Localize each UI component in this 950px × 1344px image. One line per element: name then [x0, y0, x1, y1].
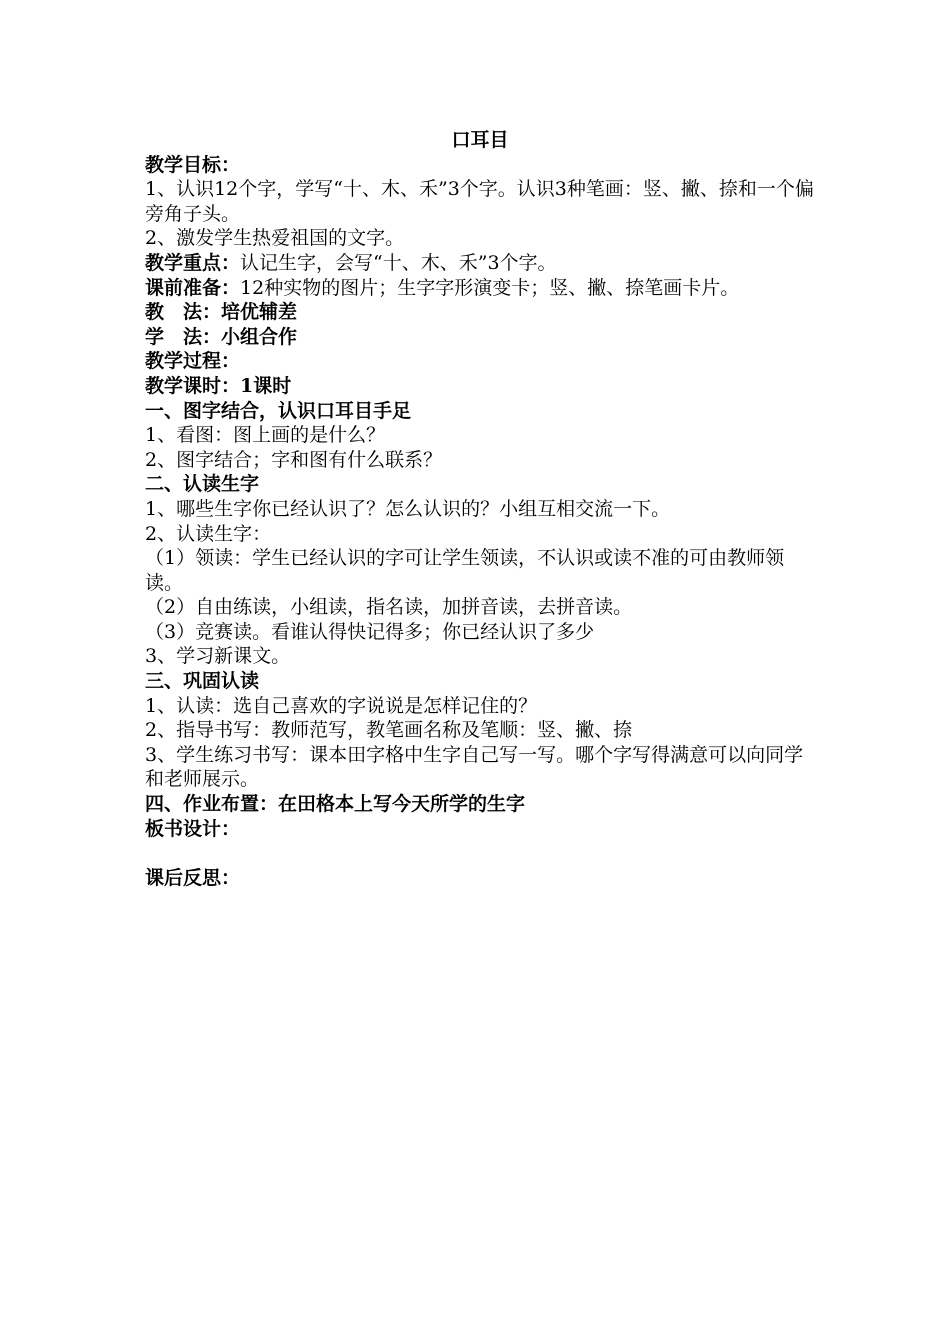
section-2-item-3: 3、学习新课文。 — [145, 645, 291, 668]
section-1-item-1: 1、看图：图上画的是什么？ — [145, 424, 386, 447]
goal-item-2: 2、激发学生热爱祖国的文字。 — [145, 227, 405, 250]
section-3-item-1: 1、认读：选自己喜欢的字说说是怎样记住的？ — [145, 694, 538, 717]
key-points-label: 教学重点： — [145, 251, 241, 274]
section-2-item-2: 2、认读生字： — [145, 522, 272, 545]
key-points-text: 认记生字，会写“十、木、禾”3个字。 — [240, 251, 557, 274]
class-hours: 教学课时：1课时 — [145, 374, 292, 397]
key-points-row — [145, 251, 815, 276]
section-heading-2: 二、认读生字 — [145, 473, 260, 496]
reflection-label: 课后反思： — [145, 866, 241, 889]
section-3-item-3: 3、学生练习书写：课本田字格中生字自己写一写。哪个字写得满意可以向同学和老师展示。 — [145, 743, 804, 791]
process-heading: 教学过程： — [145, 350, 241, 373]
document-body — [145, 128, 815, 890]
document-title: 口耳目 — [451, 129, 509, 151]
goals-heading: 教学目标： — [145, 153, 241, 176]
preparation-row — [145, 276, 815, 301]
preparation-label: 课前准备： — [145, 276, 241, 299]
section-heading-4: 四、作业布置：在田格本上写今天所学的生字 — [145, 793, 526, 816]
section-heading-3: 三、巩固认读 — [145, 670, 260, 693]
section-2-item-1: 1、哪些生字你已经认识了？怎么认识的？小组互相交流一下。 — [145, 497, 671, 520]
section-1-item-2: 2、图字结合；字和图有什么联系？ — [145, 448, 443, 471]
section-2-subitem-2: （2）自由练读，小组读，指名读，加拼音读，去拼音读。 — [145, 596, 633, 619]
board-design-label: 板书设计： — [145, 817, 241, 840]
section-heading-1: 一、图字结合，认识口耳目手足 — [145, 399, 412, 422]
preparation-text: 12种实物的图片；生字字形演变卡；竖、撇、捺笔画卡片。 — [240, 276, 740, 299]
blank-line — [145, 841, 815, 866]
section-3-item-2: 2、指导书写：教师范写，教笔画名称及笔顺：竖、撇、捺 — [145, 719, 633, 742]
goal-item-1: 1、认识12个字，学写“十、木、禾”3个字。认识3种笔画：竖、撇、捺和一个偏旁角子头。 — [145, 178, 814, 225]
teaching-method: 教 法：培优辅差 — [145, 301, 298, 324]
section-2-subitem-1: （1）领读：学生已经认识的字可让学生领读，不认识或读不准的可由教师领读。 — [145, 547, 785, 594]
section-2-subitem-3: （3）竞赛读。看谁认得快记得多；你已经认识了多少 — [145, 620, 595, 643]
learning-method: 学 法：小组合作 — [145, 325, 298, 348]
